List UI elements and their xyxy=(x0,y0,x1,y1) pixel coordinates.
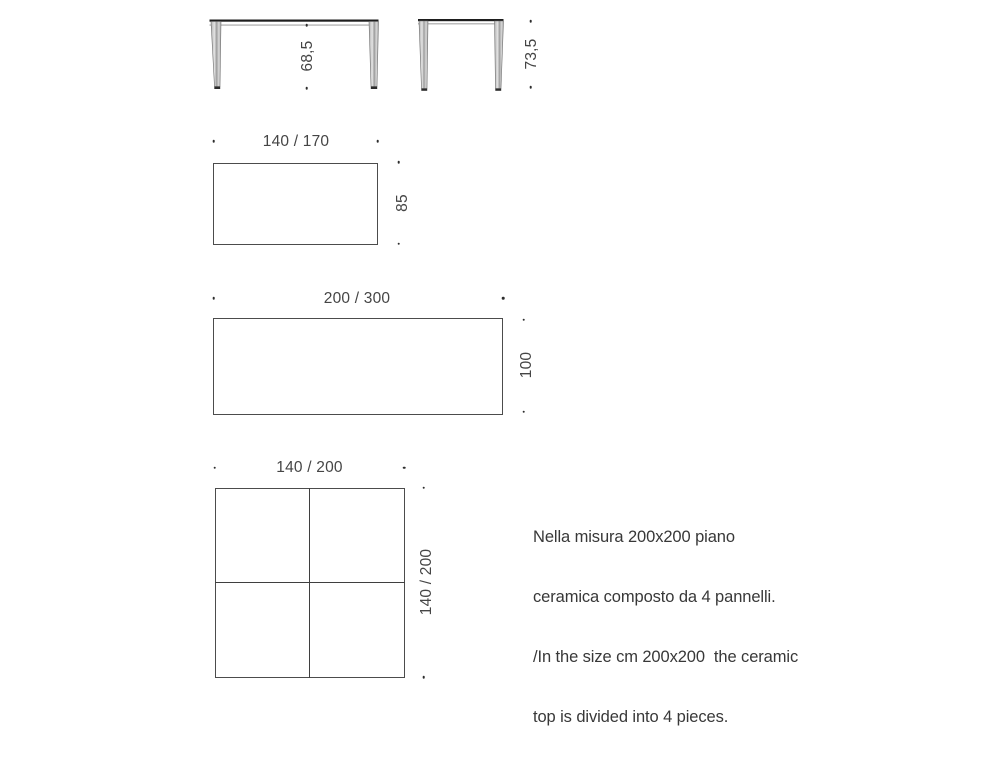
table-side-elevation xyxy=(417,17,505,93)
tabletop-underside-line xyxy=(210,25,379,26)
plan-large-depth-label: 100 xyxy=(518,351,535,379)
front-right-leg xyxy=(369,22,379,87)
dimension-dot xyxy=(522,410,525,413)
front-left-leg xyxy=(211,22,221,87)
dimension-dot xyxy=(529,20,532,23)
plan-square-width-label: 140 / 200 xyxy=(276,459,343,476)
dimension-dot xyxy=(376,140,379,143)
dimension-dot xyxy=(422,486,425,489)
plan-top-square xyxy=(215,488,405,678)
front-left-foot xyxy=(214,87,220,90)
panel-divider-vertical xyxy=(309,488,310,678)
dimension-dot xyxy=(502,297,505,300)
dimension-dot xyxy=(422,676,425,679)
dimension-dot xyxy=(403,466,406,469)
plan-top-large xyxy=(213,318,503,415)
note-line: top is divided into 4 pieces. xyxy=(533,708,729,726)
ceramic-top-note xyxy=(533,487,798,767)
plan-large-width-label: 200 / 300 xyxy=(323,290,391,307)
dimension-dot xyxy=(522,318,525,321)
side-height-dimension-label: 73,5 xyxy=(523,38,540,69)
note-line: ceramica composto da 4 pannelli. xyxy=(533,588,776,606)
side-right-foot xyxy=(495,89,501,91)
side-left-foot xyxy=(421,89,427,91)
note-line: Nella misura 200x200 piano xyxy=(533,528,735,546)
plan-top-small xyxy=(213,163,378,245)
tabletop-edge xyxy=(418,19,504,21)
side-right-leg xyxy=(495,21,504,89)
plan-small-depth-label: 85 xyxy=(393,193,411,212)
tabletop-underside-line xyxy=(418,23,504,24)
plan-small-width-label: 140 / 170 xyxy=(262,133,330,150)
tabletop-edge xyxy=(210,20,379,22)
dimension-dot xyxy=(397,161,400,164)
front-height-dimension-label: 68,5 xyxy=(299,40,316,72)
front-right-foot xyxy=(371,87,377,90)
plan-square-depth-label: 140 / 200 xyxy=(418,548,435,616)
dimension-dot xyxy=(213,466,216,469)
dimension-dot xyxy=(305,24,308,27)
dimension-dot xyxy=(529,86,532,89)
dimension-dot xyxy=(212,140,215,143)
dimension-dot xyxy=(212,297,215,300)
table-front-elevation xyxy=(209,18,379,91)
dimension-dot xyxy=(397,242,400,245)
panel-divider-horizontal xyxy=(215,582,405,583)
dimension-dot xyxy=(305,87,308,90)
side-left-leg xyxy=(419,21,428,89)
note-line: /In the size cm 200x200 the ceramic xyxy=(533,648,799,666)
